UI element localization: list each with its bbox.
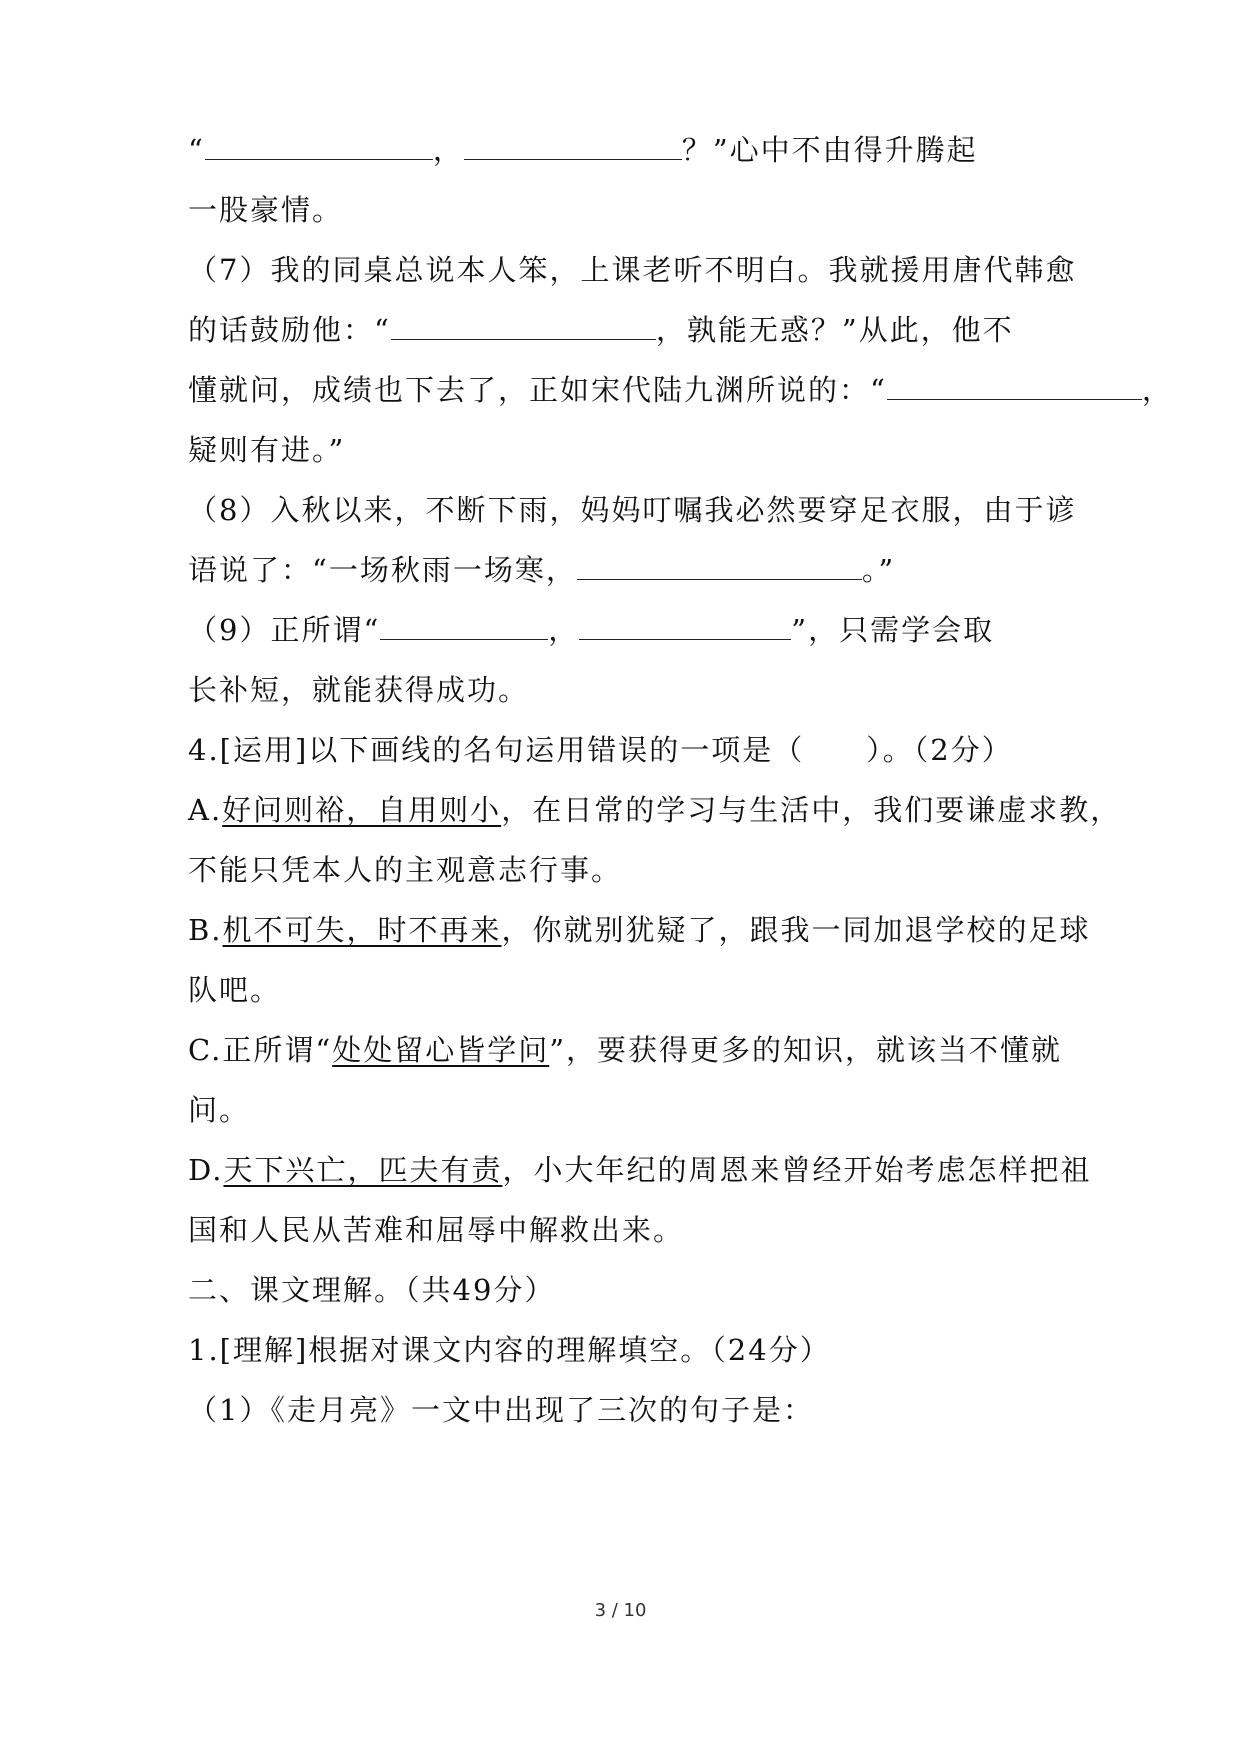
text-line-6: 疑则有进。” xyxy=(188,433,346,467)
text-line-13: 不能只凭本人的主观意志行事。 xyxy=(188,853,623,887)
text-line-10: 长补短，就能获得成功。 xyxy=(188,673,530,707)
text-line-5 xyxy=(188,370,1173,410)
open-quote: “ xyxy=(188,133,205,167)
text-line-15: 队吧。 xyxy=(188,973,282,1007)
line-text: ，在日常的学习与生活中，我们要谦虚求教， xyxy=(501,793,1122,827)
line-text: ，孰能无惑？”从此，他不 xyxy=(655,313,1014,347)
option-d[interactable] xyxy=(188,1150,1091,1190)
question-1-title: 1.[理解]根据对课文内容的理解填空。（24分） xyxy=(188,1333,831,1367)
text-line-19: 国和人民从苦难和屈辱中解救出来。 xyxy=(188,1213,685,1247)
line-text: 语说了：“一场秋雨一场寒， xyxy=(188,553,577,587)
comma: ， xyxy=(432,133,464,167)
option-b[interactable] xyxy=(188,910,1091,950)
blank-input[interactable] xyxy=(464,133,682,160)
blank-input[interactable] xyxy=(205,133,433,160)
section-heading: 二、课文理解。（共49分） xyxy=(188,1273,556,1307)
blank-input[interactable] xyxy=(391,313,656,340)
line-text: ？”心中不由得升腾起 xyxy=(681,133,978,167)
blank-input[interactable] xyxy=(579,613,791,640)
text-line-4 xyxy=(188,310,1014,350)
line-text: ，小大年纪的周恩来曾经开始考虑怎样把祖 xyxy=(502,1153,1092,1187)
underlined-quote: 好问则裕，自用则小 xyxy=(222,793,502,827)
underlined-quote: 机不可失，时不再来 xyxy=(222,913,502,947)
line-text: 。” xyxy=(861,553,896,587)
line-text: ”，只需学会取 xyxy=(791,613,995,647)
comma: ， xyxy=(548,613,580,647)
line-text: 懂就问，成绩也下去了，正如宋代陆九渊所说的：“ xyxy=(188,373,887,407)
comma: ， xyxy=(1141,373,1173,407)
line-text: ”，要获得更多的知识，就该当不懂就 xyxy=(549,1033,1063,1067)
blank-input[interactable] xyxy=(577,553,862,580)
line-text: ，你就别犹疑了，跟我一同加退学校的足球 xyxy=(501,913,1091,947)
text-line-2: 一股豪情。 xyxy=(188,193,344,227)
underlined-quote: 天下兴亡，匹夫有责 xyxy=(223,1153,503,1187)
page-number: 3 / 10 xyxy=(594,1600,647,1621)
text-line-3: （7）我的同桌总说本人笨，上课老听不明白。我就援用唐代韩愈 xyxy=(188,253,1077,287)
text-line-1 xyxy=(188,130,978,170)
text-line-8 xyxy=(188,550,895,590)
text-line-22: （1）《走月亮》一文中出现了三次的句子是： xyxy=(188,1393,814,1427)
option-label: D. xyxy=(188,1153,224,1187)
line-text: 的话鼓励他：“ xyxy=(188,313,391,347)
line-text: （9）正所谓“ xyxy=(188,613,381,647)
text-line-7: （8）入秋以来，不断下雨，妈妈叮嘱我必然要穿足衣服，由于谚 xyxy=(188,493,1077,527)
text-line-9 xyxy=(188,610,994,650)
blank-input[interactable] xyxy=(887,373,1142,400)
option-label: A. xyxy=(188,793,223,827)
question-4-title: 4.[运用]以下画线的名句运用错误的一项是（ ）。（2分） xyxy=(188,733,1013,767)
text-line-17: 问。 xyxy=(188,1093,251,1127)
option-label: B. xyxy=(188,913,223,947)
underlined-quote: 处处留心皆学问 xyxy=(332,1033,550,1067)
option-label: C.正所谓“ xyxy=(188,1033,333,1067)
option-a[interactable] xyxy=(188,790,1121,830)
option-c[interactable] xyxy=(188,1030,1062,1070)
blank-input[interactable] xyxy=(380,613,548,640)
